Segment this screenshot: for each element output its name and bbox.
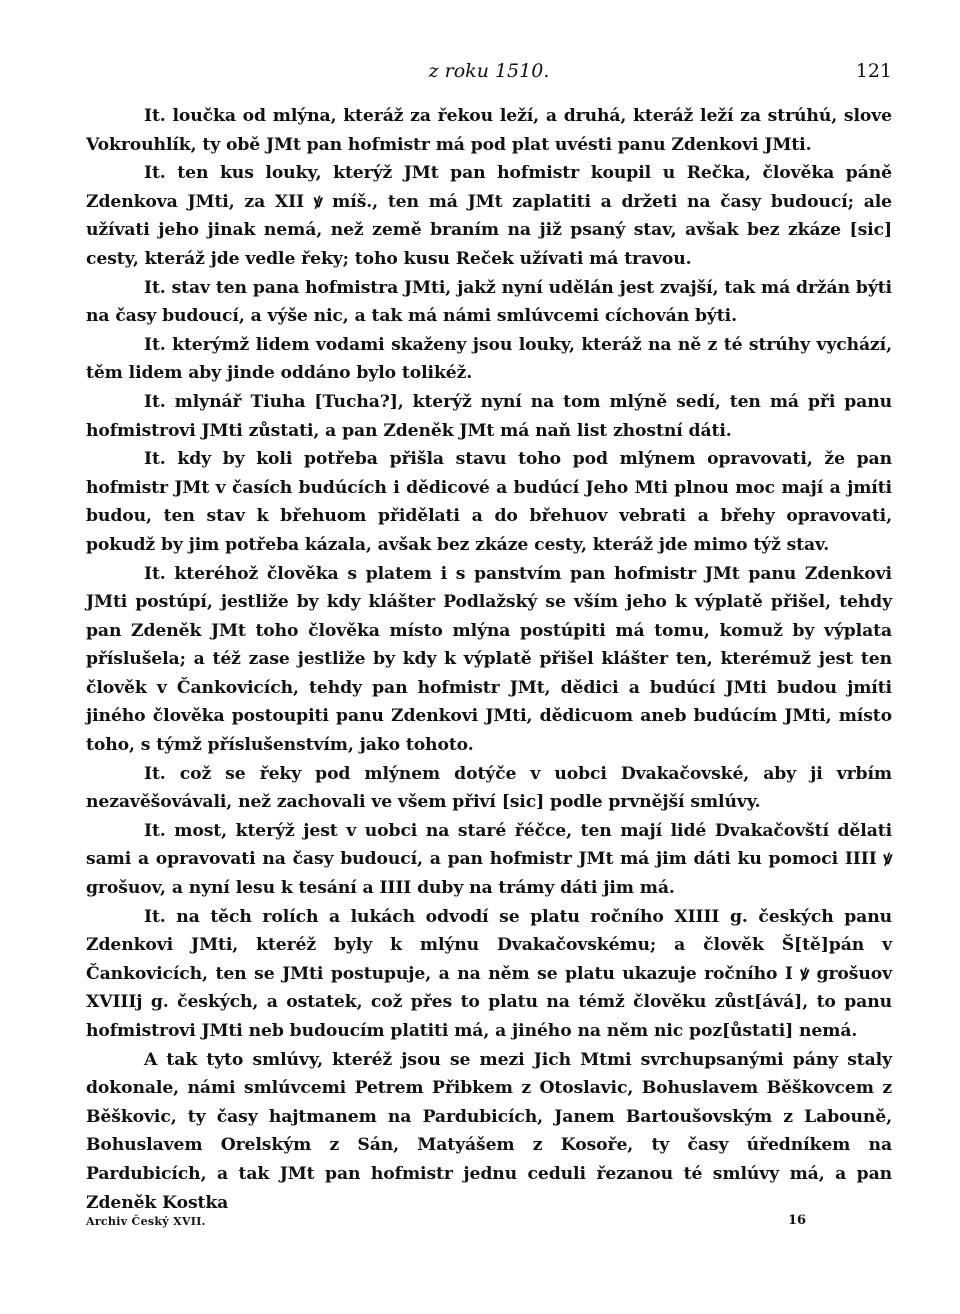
paragraph: It. most, kterýž jest v uobci na staré řéčce, ten mají lidé Dvakačovští dělati sami a opravovati na časy budoucí, a pan hofmistr JMt má jim dáti ku pomoci IIII ꝟ grošuov, a nyní lesu k tesání a IIII duby na trámy dáti jim má. [86,820,892,899]
paragraph: It. kteréhož člověka s platem i s panstvím pan hofmistr JMt panu Zdenkovi JMti postúpí, jestliže by kdy klášter Podlažský se vším jeho k výplatě přišel, tehdy pan Zdeněk JMt toho člověka místo mlýna postúpiti má tomu, komuž by výplata příslušela; a též zase jestliže by kdy k výplatě přišel klášter ten, kterémuž jest ten člověk v Čankovicích, tehdy pan hofmistr JMt, dědici a budúcí JMti budou jmíti jiného člověka postoupiti panu Zdenkovi JMti, dědicuom aneb budúcím JMti, místo toho, s týmž příslušenstvím, jako tohoto. [86,563,892,756]
signature-mark: Archiv Český XVII. [86,1215,206,1228]
paragraph: It. loučka od mlýna, kteráž za řekou leží, a druhá, kteráž leží za strúhú, slove Vokrouhlík, ty obě JMt pan hofmistr má pod plat uvésti panu Zdenkovi JMti. [86,106,892,155]
page-header [86,56,892,90]
paragraph: A tak tyto smlúvy, kteréž jsou se mezi Jich Mtmi svrchupsanými pány staly dokonale, námi smlúvcemi Petrem Přibkem z Otoslavic, Bohuslavem Běškovcem z Běškovic, ty časy hajtmanem na Pardubicích, Janem Bartoušovským z Labouně, Bohuslavem Orelským z Sán, Matyášem z Kosoře, ty časy úředníkem na Pardubicích, a tak JMt pan hofmistr jednu ceduli řezanou té smlúvy má, a pan Zdeněk Kostka [86,1049,892,1213]
page-footer [86,1211,892,1231]
paragraph: It. což se řeky pod mlýnem dotýče v uobci Dvakačovské, aby ji vrbím nezavěšovávali, než zachovali ve všem přiví [sic] podle prvnější smlúvy. [86,763,892,813]
paragraph: It. stav ten pana hofmistra JMti, jakž nyní udělán jest zvajší, tak má držán býti na časy budoucí, a výše nic, a tak má námi smlúvcemi cíchován býti. [86,277,892,327]
running-head: z roku 1510. [428,60,550,82]
paragraph: It. kdy by koli potřeba přišla stavu toho pod mlýnem opravovati, že pan hofmistr JMt v časích budúcích i dědicové a budúcí Jeho Mti plnou moc mají a jmíti budou, ten stav k břehuom přidělati a do břehuov vebrati a břehy opravovati, pokudž by jim potřeba kázala, avšak bez zkáze cesty, kteráž jde mimo týž stav. [86,449,892,555]
body-text [86,102,892,1217]
book-page [86,56,892,1276]
page-number: 121 [855,60,892,82]
paragraph: It. kterýmž lidem vodami skaženy jsou louky, kteráž na ně z té strúhy vychází, těm lidem aby jinde oddáno bylo tolikéž. [86,334,892,384]
paragraph: It. mlynář Tiuha [Tucha?], kterýž nyní na tom mlýně sedí, ten má při panu hofmistrovi JMti zůstati, a pan Zdeněk JMt má naň list zhostní dáti. [86,391,892,441]
gathering-number: 16 [788,1213,807,1228]
paragraph: It. ten kus louky, kterýž JMt pan hofmistr koupil u Rečka, člověka páně Zdenkova JMti, za XII ꝟ míš., ten má JMt zaplatiti a držeti na časy budoucí; ale užívati jeho jinak nemá, než země braním na již psaný stav, avšak bez zkáze [sic] cesty, kteráž jde vedle řeky; toho kusu Reček užívati má travou. [86,163,892,269]
paragraph: It. na těch rolích a lukách odvodí se platu ročního XIIII g. českých panu Zdenkovi JMti, kteréž byly k mlýnu Dvakačovskému; a člověk Š[tě]pán v Čankovicích, ten se JMti postupuje, a na něm se platu ukazuje ročního I ꝟ grošuov XVIIIj g. českých, a ostatek, což přes to platu na témž člověku zůst[ává], to panu hofmistrovi JMti neb budoucím platiti má, a jiného na něm nic poz[ůstati] nemá. [86,906,892,1041]
